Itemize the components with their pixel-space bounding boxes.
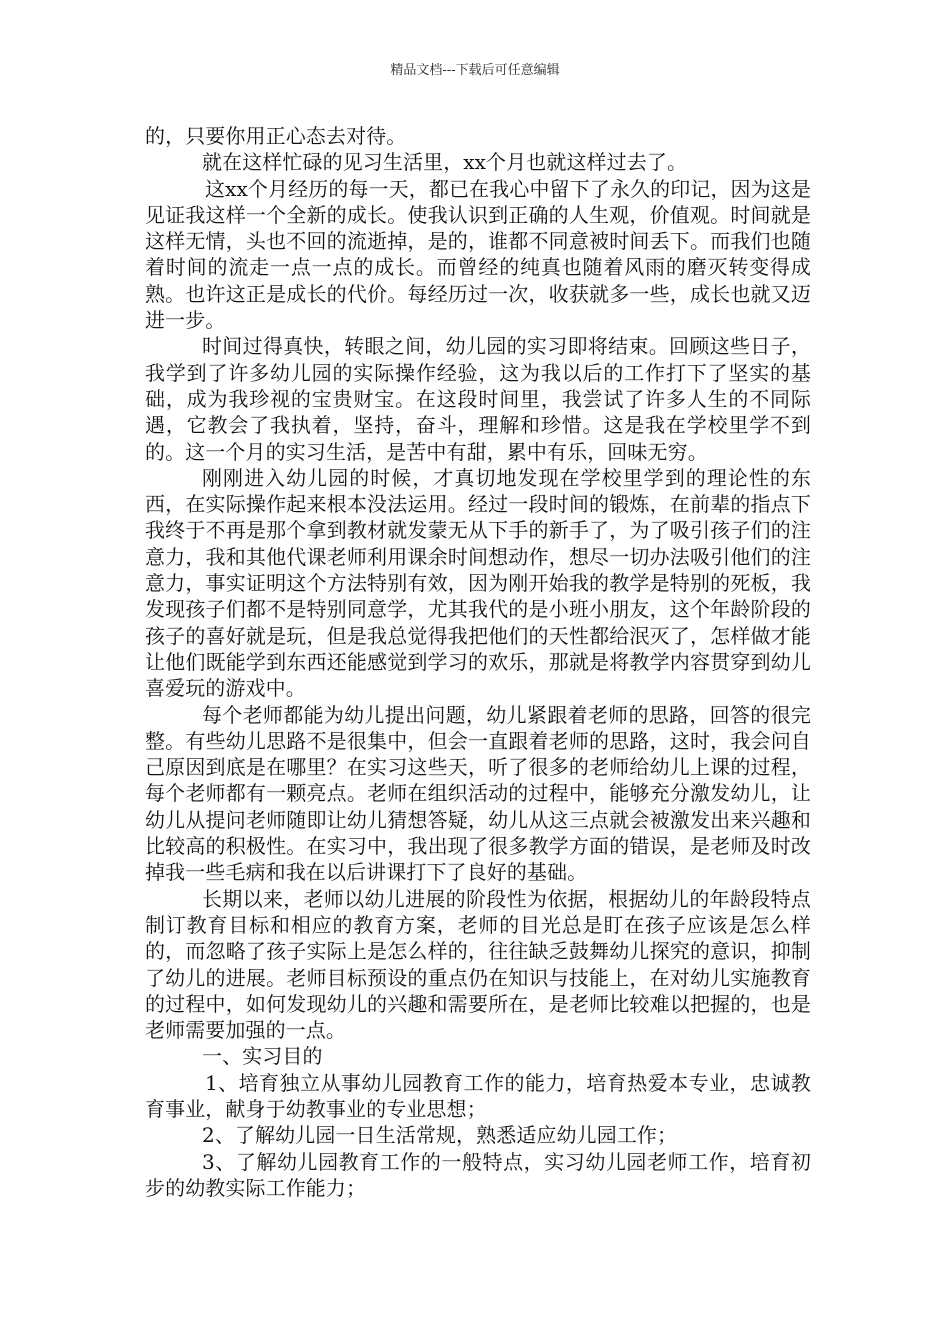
section-heading: 一、实习目的 <box>202 1044 323 1069</box>
paragraph-continuation: 的，只要你用正心态去对待。 <box>145 124 407 148</box>
paragraph: 就在这样忙碌的见习生活里，xx个月也就这样过去了。 <box>202 150 688 175</box>
paragraph: 刚刚进入幼儿园的时候，才真切地发现在学校里学到的理论性的东西，在实际操作起来根本没法运用。经过一段时间的锻炼，在前辈的指点下我终于不再是那个拿到教材就发蒙无从下手的新手了，为了吸引孩子们的注意力，我和其他代课老师利用课余时间想动作，想尽一切办法吸引他们的注意力，事实证明这个方法特别有效，因为刚开始我的教学是特别的死板，我发现孩子们都不是特别同意学，尤其我代的是小班小朋友，这个年龄阶段的孩子的喜好就是玩，但是我总觉得我把他们的天性都给泯灭了，怎样做才能让他们既能学到东西还能感觉到学习的欢乐，那就是将教学内容贯穿到幼儿喜爱玩的游戏中。 <box>145 465 811 701</box>
paragraph: 每个老师都能为幼儿提出问题，幼儿紧跟着老师的思路，回答的很完整。有些幼儿思路不是很集中，但会一直跟着老师的思路，这时，我会问自己原因到底是在哪里？在实习这些天，听了很多的老师给幼儿上课的过程，每个老师都有一颗亮点。老师在组织活动的过程中，能够充分激发幼儿，让幼儿从提问老师随即让幼儿猜想答疑，幼儿从这三点就会被激发出来兴趣和比较高的积极性。在实习中，我出现了很多教学方面的错误，是老师及时改掉我一些毛病和我在以后讲课打下了良好的基础。 <box>145 702 811 885</box>
paragraph: 时间过得真快，转眼之间，幼儿园的实习即将结束。回顾这些日子，我学到了许多幼儿园的实际操作经验，这为我以后的工作打下了坚实的基础，成为我珍视的宝贵财宝。在这段时间里，我尝试了许多人生的不同际遇，它教会了我执着，坚持，奋斗，理解和珍惜。这是我在学校里学不到的。这一个月的实习生活，是苦中有甜，累中有乐，回味无穷。 <box>145 334 811 464</box>
list-item: 1、培育独立从事幼儿园教育工作的能力，培育热爱本专业，忠诚教育事业，献身于幼教事业的专业思想； <box>145 1070 811 1121</box>
paragraph: 这xx个月经历的每一天，都已在我心中留下了永久的印记，因为这是见证我这样一个全新的成长。使我认识到正确的人生观，价值观。时间就是这样无情，头也不回的流逝掉，是的，谁都不同意被时间丢下。而我们也随着时间的流走一点一点的成长。而曾经的纯真也随着风雨的磨灭转变得成熟。也许这正是成长的代价。每经历过一次，收获就多一些，成长也就又迈进一步。 <box>145 176 811 333</box>
paragraph: 长期以来，老师以幼儿进展的阶段性为依据，根据幼儿的年龄段特点制订教育目标和相应的教育方案，老师的目光总是盯在孩子应该是怎么样的，而忽略了孩子实际上是怎么样的，往往缺乏鼓舞幼儿探究的意识，抑制了幼儿的进展。老师目标预设的重点仍在知识与技能上，在对幼儿实施教育的过程中，如何发现幼儿的兴趣和需要所在，是老师比较难以把握的，也是老师需要加强的一点。 <box>145 886 811 1043</box>
page-header: 精品文档---下载后可任意编辑 <box>390 63 560 78</box>
list-item: 3、了解幼儿园教育工作的一般特点，实习幼儿园老师工作，培育初步的幼教实际工作能力； <box>145 1149 811 1200</box>
document-body <box>145 123 811 1201</box>
list-item: 2、了解幼儿园一日生活常规，熟悉适应幼儿园工作； <box>202 1123 678 1148</box>
